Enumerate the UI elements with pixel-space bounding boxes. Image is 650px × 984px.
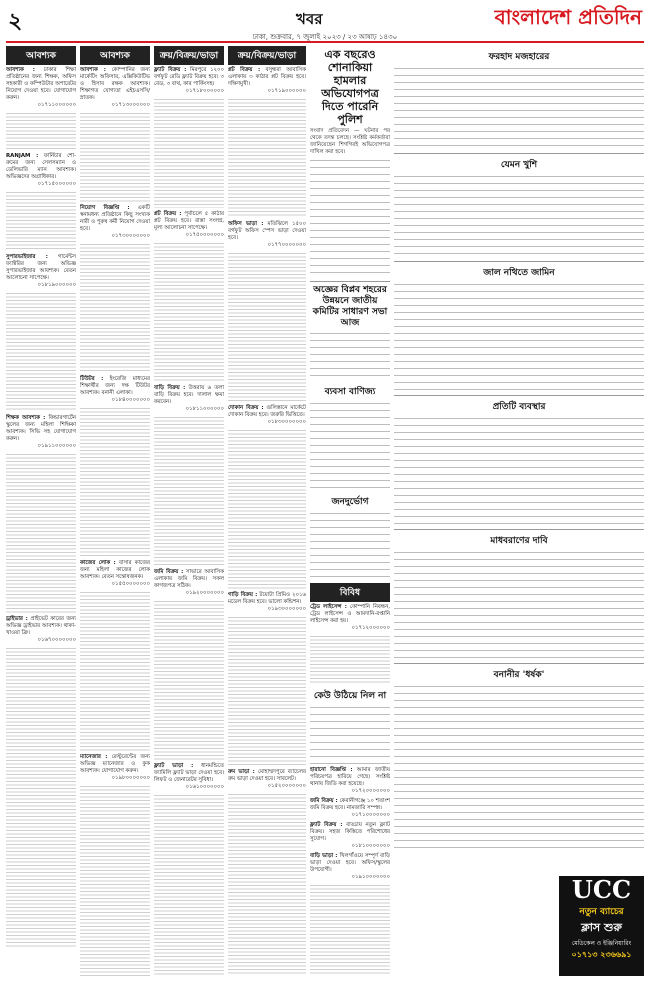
- news-text-block: [310, 705, 390, 765]
- divider: [394, 153, 644, 154]
- classified-ad: [310, 604, 390, 632]
- ad-phone: ০১৭১৩০০০০০০: [111, 102, 150, 108]
- ad-text-block: [154, 600, 224, 760]
- page-number: ২: [8, 8, 23, 34]
- ad-text-block: [228, 98, 306, 218]
- ad-text-block: [154, 794, 224, 976]
- classified-ad: [6, 153, 76, 188]
- ad-text: কোম্পানির জন্য মার্কেটিং অফিসার, এক্সিকিউটিভ ও হিসাব রক্ষক আবশ্যক। শিক্ষাগত যোগ্যতা এইচএসসি/স্নাতক।: [80, 67, 150, 101]
- ucc-line-3: মেডিকেল ও ইঞ্জিনিয়ারিং: [571, 940, 632, 947]
- news-text-block: [394, 684, 644, 854]
- ad-text-block: [154, 98, 224, 208]
- ad-text-block: [310, 884, 390, 976]
- ad-text-block: [154, 416, 224, 566]
- classified-ad: [80, 205, 150, 240]
- ad-phone: ০১৯৮০০০০০০০: [111, 775, 150, 781]
- ad-key: শিক্ষক আবশ্যক :: [6, 415, 46, 421]
- ad-text: বসুন্ধরা আবাসিক এলাকায় ৩ কাঠার প্লট বিক্রয় হবে। দক্ষিণমুখী।: [228, 67, 306, 87]
- news-text-block: [394, 174, 644, 258]
- classified-ad: [154, 211, 224, 239]
- ad-text-block: [6, 112, 76, 150]
- ad-phone: ০১৭১৫০০০০০০: [37, 181, 76, 187]
- story-title: ব্যবসা বাণিজ্য: [324, 387, 376, 397]
- ad-text: ইংরেজি মাধ্যমের শিক্ষার্থীর জন্য দক্ষ টিউটর আবশ্যক। বনানী এলাকা।: [80, 376, 150, 396]
- classified-ad: [228, 221, 306, 249]
- ad-text: প্রাইভেট কারের জন্য অভিজ্ঞ ড্রাইভার আবশ্যক। থাকা-খাওয়া ফ্রি।: [6, 616, 76, 636]
- ad-text: বাসার কাজের জন্য মহিলা কাজের লোক আবশ্যক। বেতন সন্তোষজনক।: [80, 560, 150, 580]
- ad-key: ফ্ল্যাট ভাড়া :: [154, 763, 194, 769]
- ad-text: কিন্ডারগার্টেন স্কুলের জন্য মহিলা শিক্ষিকা আবশ্যক। সিভি সহ যোগাযোগ করুন।: [6, 415, 76, 442]
- ad-key: জমি বিক্রয় :: [154, 569, 184, 575]
- divider: [394, 395, 644, 396]
- ad-phone: ০১৭৫০০০০০০০: [185, 232, 224, 238]
- news-text-block: [394, 416, 644, 526]
- ad-phone: ০১৭১১০০০০০০: [37, 102, 76, 108]
- ad-text: ফার্নিচার শো-রুমের জন্য সেলসম্যান ও ডেলিভারি ম্যান আবশ্যক। অভিজ্ঞদের অগ্রাধিকার।: [6, 153, 76, 180]
- ad-key: আবশ্যক :: [6, 67, 35, 73]
- ad-key: কাজের লোক :: [80, 560, 116, 566]
- news-text-block: [394, 550, 644, 660]
- ad-text: টয়োটা প্রিমিও ২০১৬ মডেল বিক্রয় হবে। ভালো কন্ডিশন।: [228, 592, 306, 605]
- ad-text-block: [228, 429, 306, 589]
- story-title: ফরহাদ মজহারের: [488, 52, 550, 62]
- ad-text: উত্তরায় ৬ তলা বাড়ি বিক্রয় হবে। দালাল ক্ষমা করবেন।: [154, 385, 224, 405]
- divider: [394, 663, 644, 664]
- ad-key: ম্যানেজার :: [80, 754, 108, 760]
- ad-text: মিরপুরে ১২০০ বর্গফুট রেডি ফ্ল্যাট বিক্রয় হবে। ৩ বেড, ৩ বাথ, কার পার্কিংসহ।: [154, 67, 224, 87]
- ad-phone: ০১৮১১০০০০০০: [185, 406, 224, 412]
- ad-key: ড্রাইভার :: [6, 616, 28, 622]
- ad-text: আমার জাতীয় পরিচয়পত্র হারিয়ে গেছে। সংশ্লিষ্ট থানায় জিডি করা হয়েছে।: [310, 767, 390, 787]
- news-text-block: [310, 401, 390, 491]
- divider: [310, 281, 390, 282]
- classified-ad: [80, 560, 150, 588]
- ad-phone: ০১৭১৮০০০০০০: [185, 88, 224, 94]
- classified-ad: [228, 592, 306, 613]
- ad-text: রেস্টুরেন্টের জন্য অভিজ্ঞ ম্যানেজার ও কুক আবশ্যক। যোগাযোগ করুন।: [80, 754, 150, 774]
- ad-text: কোম্পানি নিবন্ধন, ট্রেড লাইসেন্স ও আমদানি-রপ্তানি লাইসেন্স করা হয়।: [310, 604, 390, 624]
- ad-key: ফ্ল্যাট বিক্রয় :: [310, 822, 343, 828]
- column-heading: বিবিধ: [310, 583, 390, 602]
- story-title: প্রতিটি ব্যবস্থার: [492, 402, 546, 412]
- ad-text-block: [228, 252, 306, 402]
- classified-ad: [154, 385, 224, 413]
- mixed-column: [310, 46, 390, 976]
- classified-ad: [6, 67, 76, 109]
- ad-phone: ০১৭১৯০০০০০০: [267, 88, 306, 94]
- ad-phone: ০১৭১০০০০০০০: [351, 812, 390, 818]
- ad-text-block: [80, 591, 150, 751]
- news-headline: অজ্ঞের বিপ্লব শহরের উন্নয়নে জাতীয় কমিটির সাধারণ সভা আজ: [312, 285, 388, 328]
- ad-phone: ০১৮১০০০০০০০: [351, 843, 390, 849]
- classified-ad: [154, 67, 224, 95]
- ad-phone: ০১৯২০০০০০০০: [185, 590, 224, 596]
- ucc-logo: UCC: [571, 875, 632, 904]
- story-title: কেউ উঠিয়ে নিল না: [313, 691, 387, 701]
- classified-ad: [310, 767, 390, 795]
- ad-key: RANJAM :: [6, 153, 39, 159]
- ad-phone: ০১৬১০০০০০০০: [185, 784, 224, 790]
- ad-key: বাড়ি ভাড়া :: [310, 853, 338, 859]
- news-body: সংবাদ প্রতিবেদন — ঘটনার পর থেকে তদন্ত চলছে। সংশ্লিষ্ট কর্মকর্তারা জানিয়েছেন শিগগিরই অভিযোগপত্র দাখিল করা হবে।: [310, 128, 390, 155]
- ad-text: একটি স্বনামধন্য প্রতিষ্ঠানে কিছু সংখ্যক নারী ও পুরুষ কর্মী নিয়োগ দেওয়া হবে।: [80, 205, 150, 232]
- ad-phone: ০১৭৭০০০০০০০: [267, 242, 306, 248]
- ad-text-block: [310, 635, 390, 685]
- column-heading: ক্রয়/বিক্রয়/ভাড়া: [228, 46, 306, 65]
- ad-text-block: [6, 647, 76, 947]
- ad-key: গাড়ি বিক্রয় :: [228, 592, 258, 598]
- header-rule: [6, 41, 644, 43]
- news-text-block: [310, 511, 390, 581]
- divider: [394, 261, 644, 262]
- ad-text-block: [154, 242, 224, 382]
- ucc-advertisement: [559, 876, 644, 976]
- ad-text-block: [80, 112, 150, 202]
- news-text-block: [394, 282, 644, 392]
- ad-key: সুপারভাইজার :: [6, 254, 48, 260]
- ad-key: হারানো বিজ্ঞপ্তি :: [310, 767, 353, 773]
- column-heading: আবশ্যক: [80, 46, 150, 65]
- column-heading: আবশ্যক: [6, 46, 76, 65]
- classified-ad: [80, 376, 150, 404]
- ad-text: মতিঝিলে ১৫০০ বর্গফুট অফিস স্পেস ভাড়া দেওয়া হবে।: [228, 221, 306, 241]
- news-text-block: [394, 66, 644, 150]
- story-title: জাল নথিতে জামিন: [483, 268, 555, 278]
- classified-ad: [228, 405, 306, 426]
- ad-text: ঢাকার শিক্ষা প্রতিষ্ঠানের জন্য শিক্ষক, অফিস সহকারী ও কম্পিউটার অপারেটর নিয়োগ দেওয়া হবে। যোগাযোগ করুন।: [6, 67, 76, 101]
- masthead: [0, 0, 650, 40]
- ad-phone: ০১৯৩০০০০০০০: [267, 606, 306, 612]
- ad-key: বাড়ি বিক্রয় :: [154, 385, 186, 391]
- ad-key: অফিস ভাড়া :: [228, 221, 264, 227]
- brand-logo: বাংলাদেশ প্রতিদিন: [494, 5, 642, 29]
- story-title: যেমন খুশি: [500, 160, 538, 170]
- ad-text: গুলিস্তানে মার্কেটে দোকান বিক্রয় হবে। জরুরি ভিত্তিতে।: [228, 405, 306, 418]
- classified-column-1: [6, 46, 76, 976]
- ad-phone: ০১৮১৯০০০০০০: [37, 282, 76, 288]
- ad-key: জমি বিক্রয় :: [310, 798, 338, 804]
- section-title: খবর: [296, 10, 323, 28]
- ad-phone: ০১৮৪০০০০০০০: [111, 397, 150, 403]
- ad-text-block: [80, 407, 150, 557]
- ad-phone: ০১৬৭০০০০০০০: [37, 637, 76, 643]
- classified-ad: [310, 853, 390, 881]
- ad-text: মোহাম্মদপুরে ব্যাচেলর রুম ভাড়া দেওয়া হবে। সাবলেট।: [228, 769, 306, 782]
- story-title: বনানীর 'ধর্ষক': [493, 670, 545, 680]
- classified-ad: [154, 763, 224, 791]
- news-headline: এক বছরেও শোনাকিয়া হামলার অভিযোগপত্র দিতে পারেনি পুলিশ: [321, 48, 379, 126]
- ad-phone: ০১৭৩০০০০০০০: [111, 233, 150, 239]
- ad-text: খিলগাঁওয়ে সম্পূর্ণ বাড়ি ভাড়া দেওয়া হবে। অফিস/স্কুলের উপযোগী।: [310, 853, 390, 873]
- news-column: [394, 46, 644, 976]
- ad-text-block: [6, 453, 76, 613]
- ad-phone: ০১৭১২০০০০০০: [351, 625, 390, 631]
- ad-text-block: [80, 785, 150, 976]
- classified-ad: [6, 415, 76, 450]
- classified-column-3: [154, 46, 224, 976]
- ad-text-block: [80, 243, 150, 373]
- classified-ad: [6, 616, 76, 644]
- classified-ad: [228, 769, 306, 790]
- ad-text: পূর্বাচলে ৫ কাঠার প্লট বিক্রয় হবে। রাস্তা সংলগ্ন, মূল্য আলোচনা সাপেক্ষে।: [154, 211, 224, 231]
- classified-ad: [310, 822, 390, 850]
- classified-ad: [310, 798, 390, 819]
- ad-phone: ০১৯১১০০০০০০: [37, 443, 76, 449]
- classified-column-4: [228, 46, 306, 976]
- ad-text-block: [6, 191, 76, 251]
- divider: [394, 529, 644, 530]
- news-text-block: [310, 158, 390, 278]
- ad-text: ধানমন্ডিতে ফ্যামিলি ফ্ল্যাট ভাড়া দেওয়া হবে। লিফট ও জেনারেটর সুবিধা।: [154, 763, 224, 783]
- ad-key: দোকান বিক্রয় :: [228, 405, 264, 411]
- ad-key: প্লট বিক্রয় :: [154, 211, 182, 217]
- ad-phone: ০১৭২০০০০০০০: [351, 788, 390, 794]
- story-title: মাধবরাণের দাবি: [490, 536, 548, 546]
- ad-phone: ০১৫৫০০০০০০০: [111, 581, 150, 587]
- column-heading: ক্রয়/বিক্রয়/ভাড়া: [154, 46, 224, 65]
- dateline: ঢাকা, শুক্রবার, ৭ জুলাই ২০২৩ / ২৩ আষাঢ় ১৪৩০: [252, 33, 398, 41]
- ad-key: ফ্ল্যাট বিক্রয় :: [154, 67, 187, 73]
- ad-text-block: [228, 616, 306, 766]
- ad-text: গার্মেন্টস ফ্যাক্টরির জন্য অভিজ্ঞ সুপারভাইজার আবশ্যক। বেতন আলোচনা সাপেক্ষে।: [6, 254, 76, 281]
- ucc-line-1: নতুন ব্যাচের: [579, 907, 624, 917]
- ucc-phone: ০১৭১৩ ২৩৬৬৯১: [571, 950, 632, 959]
- ad-key: প্লট বিক্রয় :: [228, 67, 261, 73]
- ad-text-block: [228, 793, 306, 976]
- ad-phone: ০১৮৩০০০০০০০: [267, 419, 306, 425]
- ad-text: সাভারে আবাসিক এলাকায় জমি বিক্রয়। সকল কাগজপত্র সঠিক।: [154, 569, 224, 589]
- classified-column-2: [80, 46, 150, 976]
- ad-key: টিউটর :: [80, 376, 104, 382]
- ad-text: কেরানীগঞ্জে ১০ শতাংশ জমি বিক্রয় হবে। নামজারি সম্পন্ন।: [310, 798, 390, 811]
- classified-ad: [80, 754, 150, 782]
- ad-key: নিয়োগ বিজ্ঞপ্তি :: [80, 205, 130, 211]
- classified-ad: [6, 254, 76, 289]
- ad-text-block: [6, 292, 76, 412]
- classified-ad: [80, 67, 150, 109]
- ad-phone: ০১৯১০০০০০০০: [351, 874, 390, 880]
- ad-key: আবশ্যক :: [80, 67, 106, 73]
- story-title: জনদুর্ভোগ: [331, 497, 369, 507]
- classified-ad: [228, 67, 306, 95]
- ad-key: ট্রেড লাইসেন্স :: [310, 604, 347, 610]
- ad-phone: ০১৫২০০০০০০০: [267, 783, 306, 789]
- news-text-block: [310, 331, 390, 381]
- ucc-line-2: ক্লাস শুরু: [581, 921, 622, 934]
- ad-key: রুম ভাড়া :: [228, 769, 255, 775]
- classified-ad: [154, 569, 224, 597]
- ad-text: বাড্ডায় নতুন ফ্ল্যাট বিক্রয়। সহজ কিস্তিতে পরিশোধের সুযোগ।: [310, 822, 390, 842]
